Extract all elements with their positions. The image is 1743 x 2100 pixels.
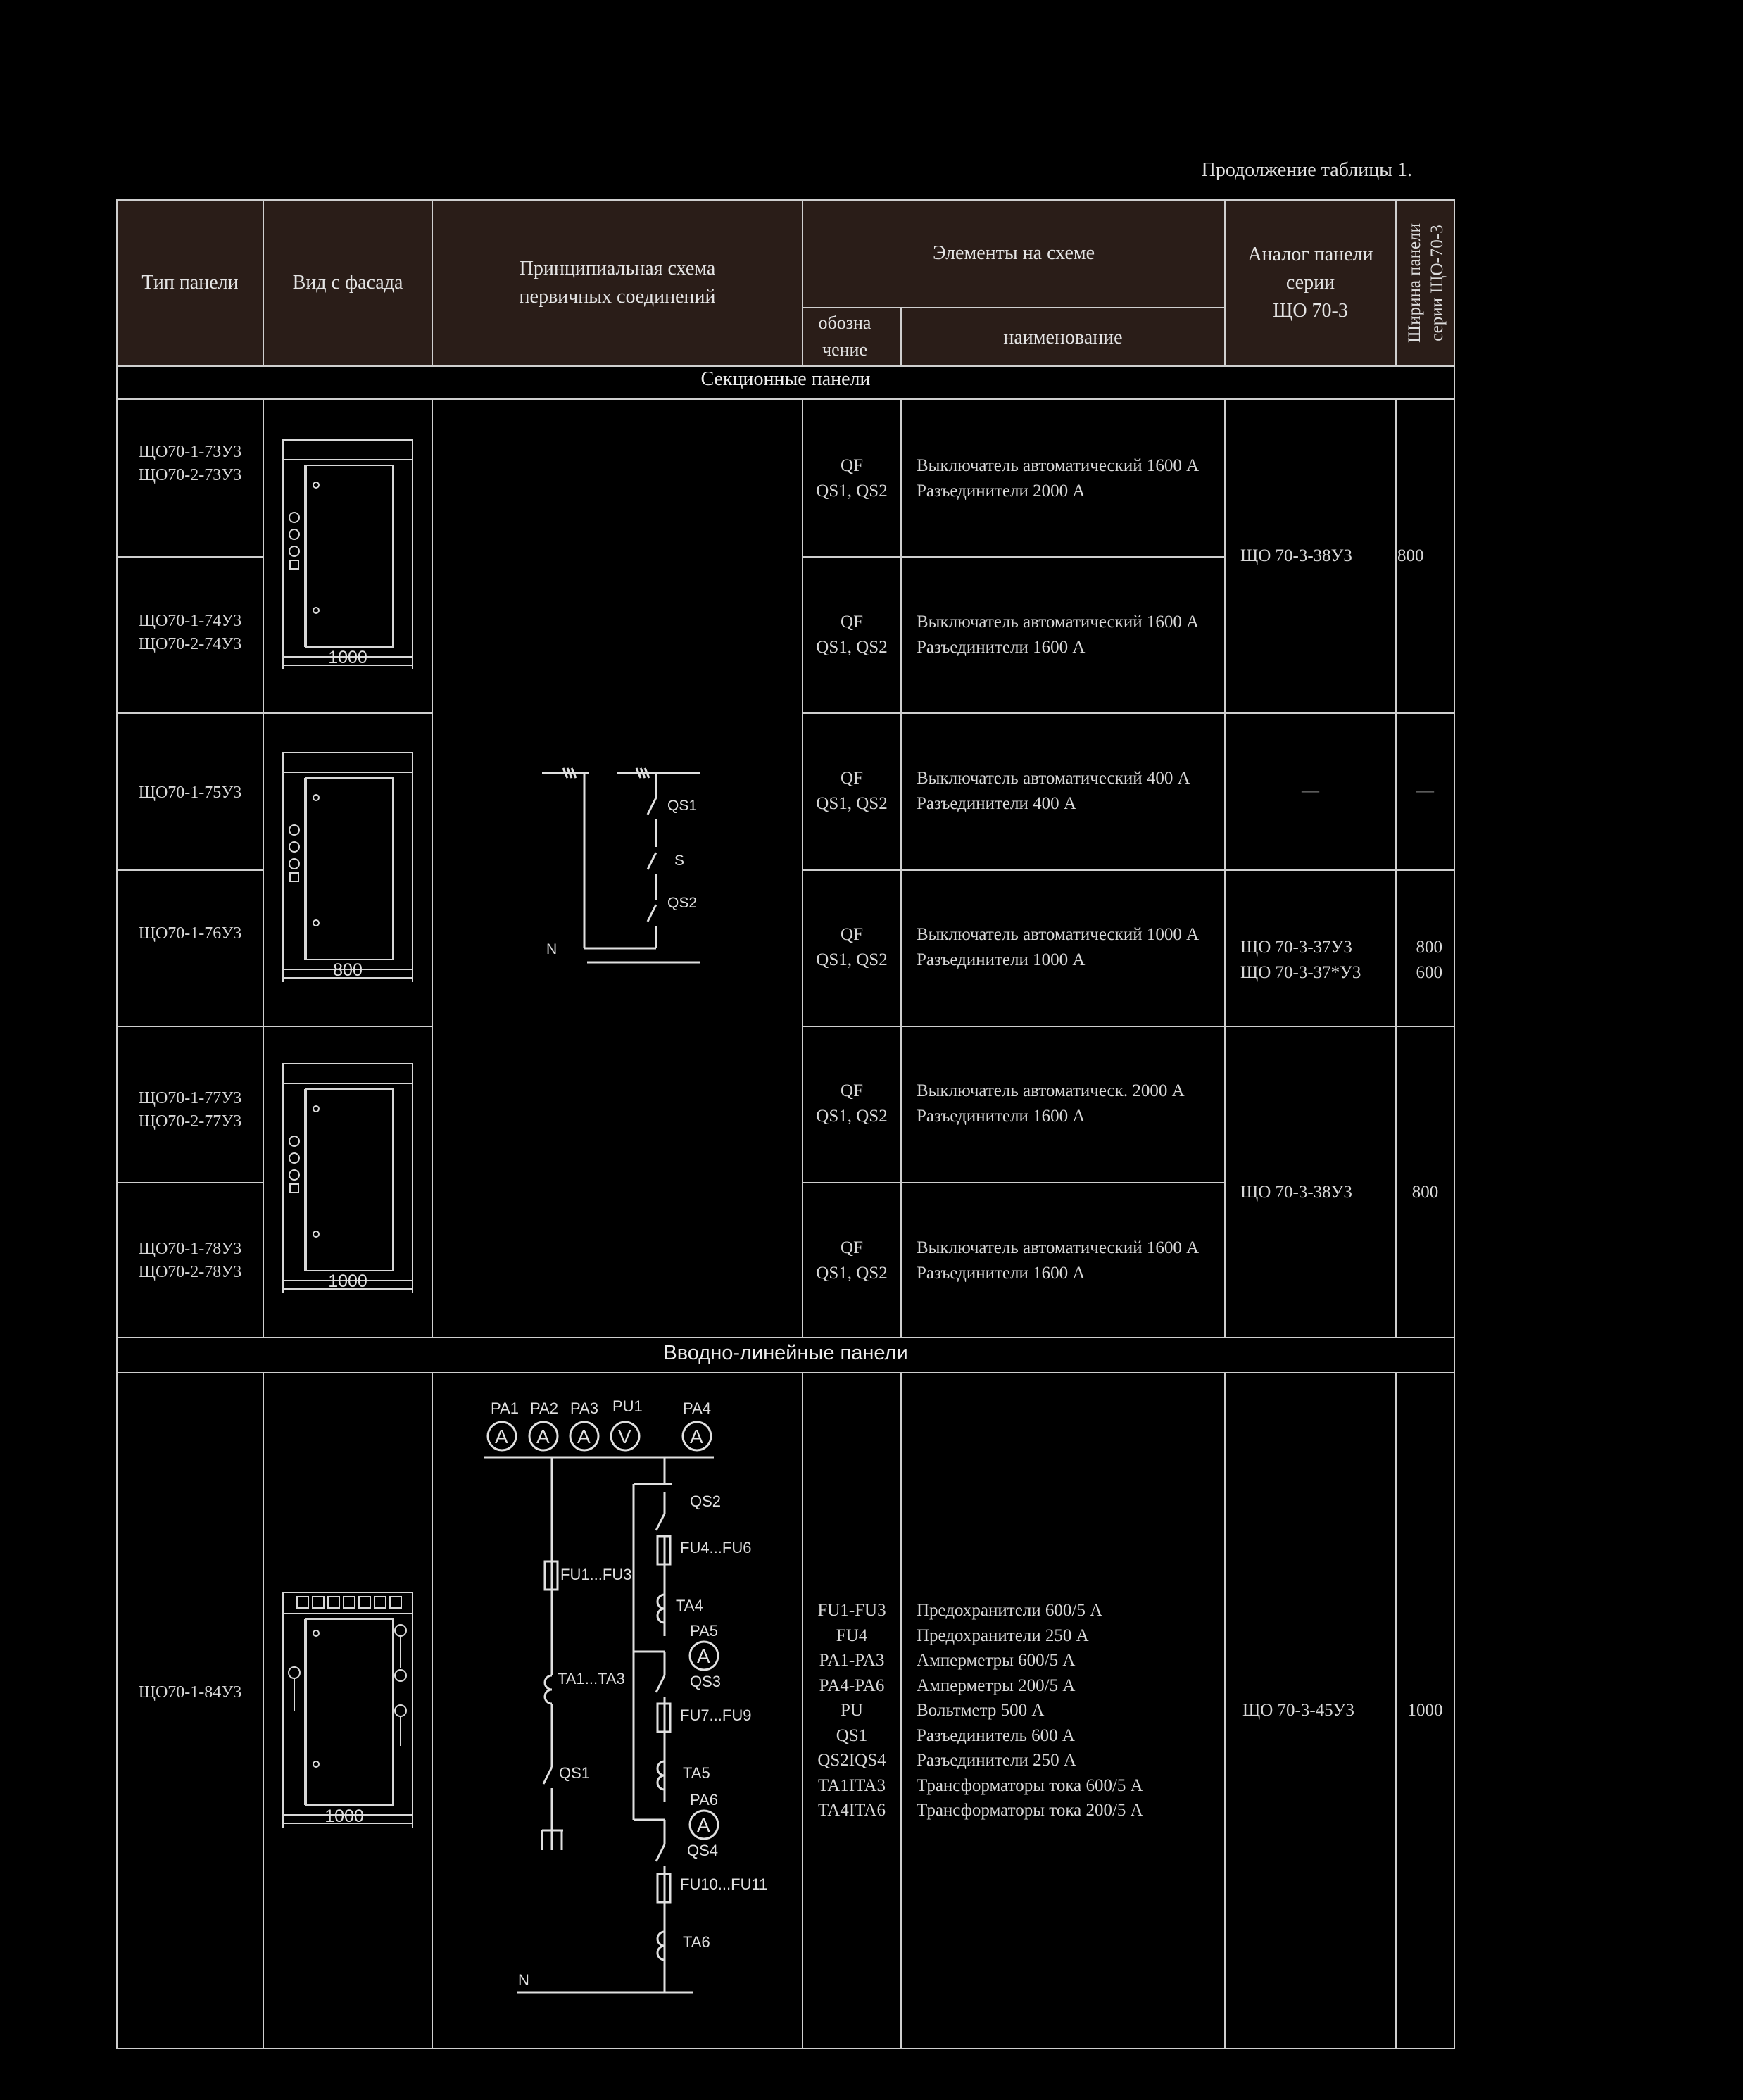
scheme-label: FU1...FU3	[560, 1566, 632, 1583]
width-cell: 800	[1411, 1183, 1439, 1202]
scheme-label: PU1	[612, 1397, 643, 1415]
scheme-label: V	[618, 1426, 631, 1447]
row-type: ЩО70-1-77У3 ЩО70-2-77У3	[138, 1089, 242, 1131]
row-name: Выключатель автоматический 1600 А Разъединители 1600 А	[917, 612, 1200, 657]
table-caption: Продолжение таблицы 1.	[1201, 159, 1412, 181]
analog-cell: ЩО 70-3-37У3 ЩО 70-3-37*У3	[1240, 938, 1361, 982]
scheme-label: QS3	[690, 1673, 722, 1690]
row-type: ЩО70-1-73У3 ЩО70-2-73У3	[138, 443, 242, 484]
row-designation: QF QS1, QS2	[816, 769, 888, 813]
scheme-label: N	[518, 1971, 529, 1989]
row-type: ЩО70-1-75У3	[138, 784, 242, 802]
scheme-label: A	[697, 1645, 710, 1667]
row-name: Выключатель автоматическ. 2000 А Разъединители 1600 А	[917, 1081, 1185, 1126]
scheme-label: TA6	[683, 1933, 710, 1951]
facade-dim: 1000	[325, 1806, 364, 1826]
scheme-label: PA2	[530, 1400, 558, 1417]
scheme-label: PA4	[683, 1400, 711, 1417]
analog-cell: ЩО 70-3-38У3	[1240, 1183, 1352, 1202]
scheme-label: A	[690, 1426, 703, 1447]
facade-dim: 1000	[328, 1271, 367, 1291]
scheme-label: FU4...FU6	[680, 1539, 752, 1557]
sectional-scheme	[432, 399, 803, 1338]
header-designation: обозна чение	[818, 313, 872, 360]
facade-dim: 1000	[328, 648, 367, 667]
scheme-label: PA5	[690, 1622, 718, 1640]
scheme-label: A	[577, 1426, 591, 1447]
scheme-label: QS2	[690, 1492, 722, 1510]
section-sectional: Секционные панели	[700, 368, 871, 390]
row-type: ЩО70-1-78У3 ЩО70-2-78У3	[138, 1240, 242, 1281]
header-name: наименование	[1003, 327, 1123, 348]
row-designation: QF QS1, QS2	[816, 925, 888, 969]
row-designation: FU1-FU3 FU4 PA1-PA3 PA4-PA6 PU QS1 QS2IQS4 TA1ITA3 TA4ITA6	[817, 1601, 886, 1820]
header-scheme: Принципиальная схема первичных соединений	[519, 258, 716, 308]
row-name: Выключатель автоматический 1600 А Разъединители 1600 А	[917, 1238, 1200, 1283]
scheme-label: QS1	[667, 798, 698, 814]
width-cell: 800	[1397, 546, 1424, 565]
row-name: Предохранители 600/5 А Предохранители 250 А Амперметры 600/5 А Амперметры 200/5 А Вольтметр 500 А Разъединитель 600 А Разъединители 250 А Трансформаторы тока 600/5 А Трансформаторы тока 200/5 А	[917, 1601, 1143, 1820]
scheme-label: TA4	[676, 1597, 703, 1614]
scheme-label: N	[546, 941, 558, 957]
scheme-label: TA5	[683, 1764, 710, 1782]
scheme-label: FU7...FU9	[680, 1706, 752, 1724]
row-designation: QF QS1, QS2	[816, 612, 888, 657]
scheme-label: PA3	[570, 1400, 598, 1417]
header-analog: Аналог панели серии ЩО 70-3	[1247, 244, 1373, 322]
width-cell: 800 600	[1416, 938, 1442, 982]
row-type: ЩО70-1-84У3	[138, 1683, 242, 1702]
analog-cell: —	[1302, 781, 1319, 800]
section-input-line: Вводно-линейные панели	[663, 1342, 908, 1364]
input-line-scheme	[432, 1373, 803, 2049]
row-designation: QF QS1, QS2	[816, 1238, 888, 1283]
facade-drawing	[263, 1373, 432, 2049]
scheme-label: PA1	[491, 1400, 519, 1417]
scheme-label: A	[536, 1426, 550, 1447]
scheme-label: PA6	[690, 1791, 718, 1809]
scheme-label: A	[697, 1814, 710, 1836]
row-name: Выключатель автоматический 400 А Разъединители 400 А	[917, 769, 1190, 813]
facade-dim: 800	[333, 960, 363, 980]
scheme-label: TA1...TA3	[558, 1670, 625, 1687]
header-type: Тип панели	[141, 272, 239, 294]
scheme-label: S	[674, 853, 685, 869]
width-cell: —	[1416, 781, 1434, 800]
facade-drawing	[263, 399, 432, 1338]
scheme-label: QS2	[667, 895, 698, 911]
row-type: ЩО70-1-76У3	[138, 924, 242, 943]
scheme-label: QS4	[687, 1842, 719, 1859]
analog-cell: ЩО 70-3-45У3	[1242, 1701, 1354, 1720]
header-elements: Элементы на схеме	[932, 242, 1095, 264]
header-facade: Вид с фасада	[292, 272, 403, 294]
header-width: Ширина панели серии ЩО-70-3	[1405, 222, 1447, 344]
row-name: Выключатель автоматический 1600 А Разъединители 2000 А	[917, 456, 1200, 501]
row-name: Выключатель автоматический 1000 А Разъединители 1000 А	[917, 925, 1200, 969]
scheme-label: A	[495, 1426, 508, 1447]
width-cell: 1000	[1407, 1701, 1443, 1720]
scheme-label: QS1	[559, 1764, 591, 1782]
scheme-label: FU10...FU11	[680, 1875, 768, 1893]
analog-cell: ЩО 70-3-38У3	[1240, 546, 1352, 565]
row-designation: QF QS1, QS2	[816, 1081, 888, 1126]
row-type: ЩО70-1-74У3 ЩО70-2-74У3	[138, 612, 242, 653]
row-designation: QF QS1, QS2	[816, 456, 888, 501]
